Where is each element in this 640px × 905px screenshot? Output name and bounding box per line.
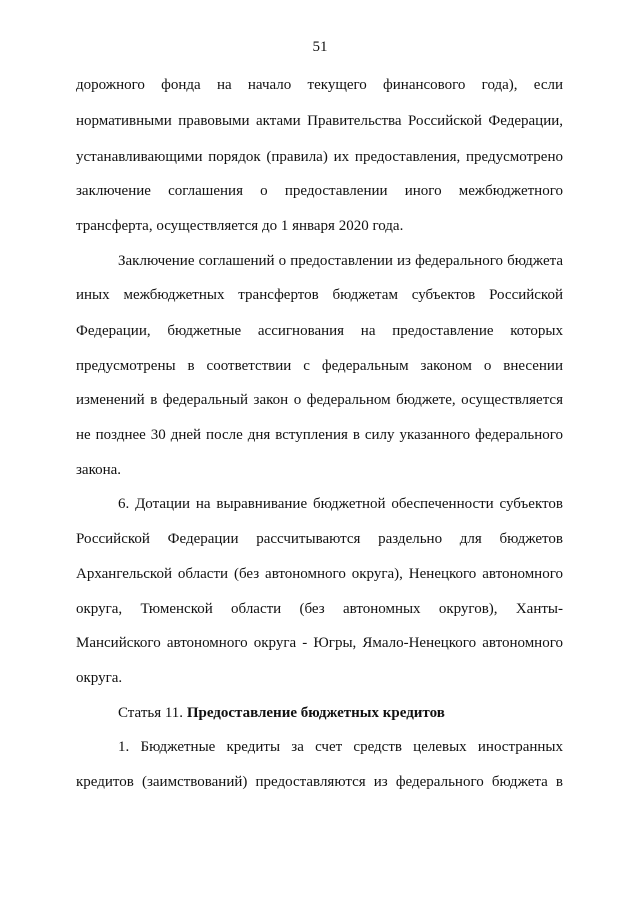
text-line: закона. [76,462,122,478]
text-line: предусмотрены в соответствии с федеральным законом о внесении [76,358,563,374]
article-heading [118,704,563,722]
text-line: округа, Тюменской области (без автономных округов), Ханты- [76,601,563,617]
text-line: устанавливающими порядок (правила) их предоставления, предусмотрено [76,149,563,165]
text-line: 6. Дотации на выравнивание бюджетной обеспеченности субъектов [118,496,563,512]
text-line: Мансийского автономного округа - Югры, Ямало-Ненецкого автономного [76,635,563,651]
text-line: округа. [76,670,123,686]
text-line: 1. Бюджетные кредиты за счет средств целевых иностранных [118,739,563,755]
page-number: 51 [312,39,328,55]
text-line: Заключение соглашений о предоставлении из федерального бюджета [118,253,563,269]
text-line: Федерации, бюджетные ассигнования на предоставление которых [76,323,563,339]
text-line: нормативными правовыми актами Правительства Российской Федерации, [76,113,563,129]
text-line: изменений в федеральный закон о федеральном бюджете, осуществляется [76,392,563,408]
text-line: дорожного фонда на начало текущего финансового года), если [76,77,563,93]
article-number: Статья 11. [118,705,187,721]
text-line: Архангельской области (без автономного округа), Ненецкого автономного [76,566,563,582]
text-line: Российской Федерации рассчитываются раздельно для бюджетов [76,531,563,547]
text-line: кредитов (заимствований) предоставляются из федерального бюджета в [76,774,563,790]
text-line: трансферта, осуществляется до 1 января 2020 года. [76,218,404,234]
text-line: иных межбюджетных трансфертов бюджетам субъектов Российской [76,287,563,303]
article-title: Предоставление бюджетных кредитов [186,705,445,721]
text-line: не позднее 30 дней после дня вступления в силу указанного федерального [76,427,563,443]
text-line: заключение соглашения о предоставлении иного межбюджетного [76,183,563,199]
